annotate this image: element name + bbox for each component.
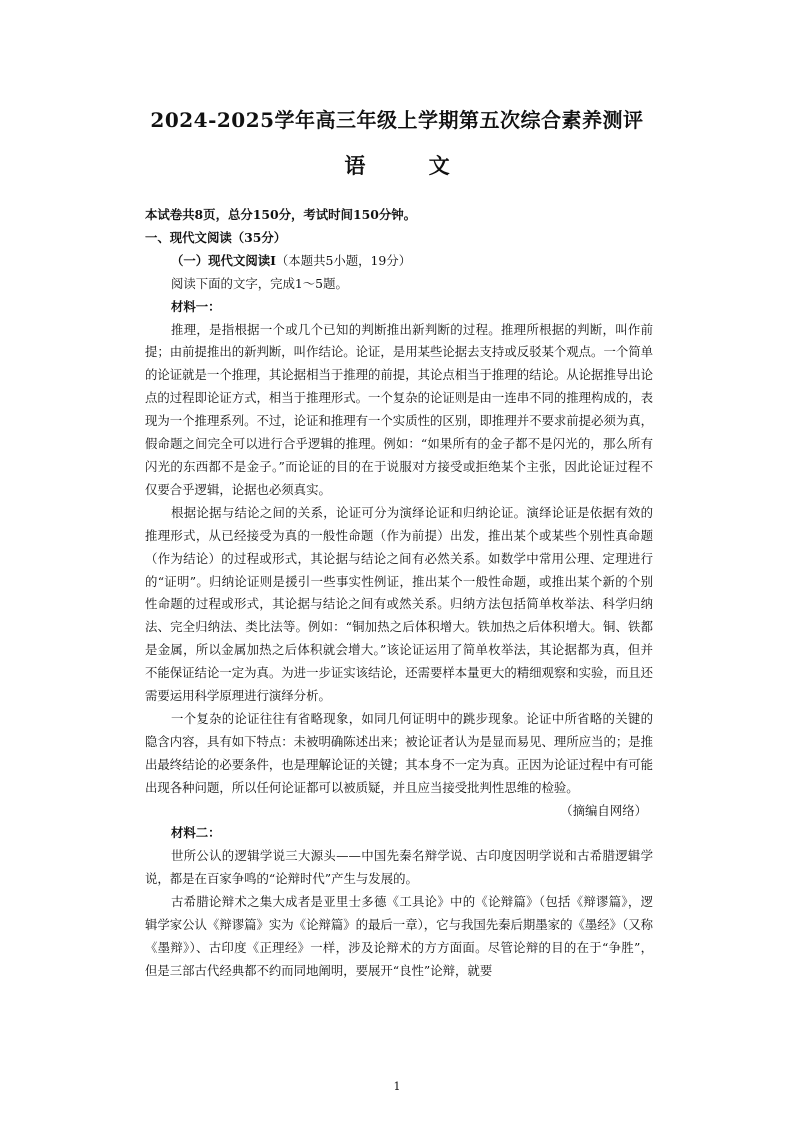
material-one-label: 材料一：: [171, 298, 221, 314]
page-title: 2024-2025学年高三年级上学期第五次综合素养测评: [150, 108, 644, 132]
page-number: 1: [393, 1080, 401, 1093]
material-one-paragraph: 根据论据与结论之间的关系，论证可分为演绎论证和归纳论证。演绎论证是依据有效的推理形式，从已经接受为真的一般性命题（作为前提）出发，推出某个或某些个别性真命题（作为结论）的过程或形式，其论据与结论之间有必然关系。如数学中常用公理、定理进行的“证明”。归纳论证则是援引一些事实性例证，推出某个一般性命题，或推出某个新的个别性命题的过程或形式，其论据与结论之间有或然关系。归纳方法包括简单枚举法、科学归纳法、完全归纳法、类比法等。例如：“铜加热之后体积增大。铁加热之后体积增大。铜、铁都是金属，所以金属加热之后体积就会增大。”该论证运用了简单枚举法，其论据都为真，但并不能保证结论一定为真。为进一步证实该结论，还需要样本量更大的精细观察和实验，而且还需要运用科学原理进行演绎分析。: [145, 504, 654, 704]
material-one-paragraph: 一个复杂的论证往往有省略现象，如同几何证明中的跳步现象。论证中所省略的关键的隐含内容，具有如下特点：未被明确陈述出来；被论证者认为是显而易见、理所应当的；是推出最终结论的必要条件，也是理解论证的关键；其本身不一定为真。正因为论证过程中有可能出现各种问题，所以任何论证都可以被质疑，并且应当接受批判性思维的检验。: [145, 710, 654, 795]
part-heading-note: （本题共5小题，19分）: [275, 252, 412, 268]
instruction: 阅读下面的文字，完成1～5题。: [171, 275, 348, 291]
material-two-paragraph: 古希腊论辩术之集大成者是亚里士多德《工具论》中的《论辩篇》（包括《辩谬篇》，逻辑学家公认《辩谬篇》实为《论辩篇》的最后一章），它与我国先秦后期墨家的《墨经》（又称《墨辩》）、古印度《正理经》一样，涉及论辩术的方方面面。尽管论辩的目的在于“争胜”，但是三部古代经典都不约而同地阐明，要展开“良性”论辩，就要: [145, 894, 654, 978]
exam-info: 本试卷共8页，总分150分，考试时间150分钟。: [145, 207, 416, 222]
subject-title: 语 文: [344, 153, 478, 178]
material-two-label: 材料二：: [171, 825, 221, 841]
document-body: [145, 204, 653, 983]
part-heading: [145, 250, 653, 273]
material-one-source: （摘编自网络）: [560, 802, 647, 818]
material-two-paragraph: 世所公认的逻辑学说三大源头——中国先秦名辩学说、古印度因明学说和古希腊逻辑学说，都是在百家争鸣的“论辩时代”产生与发展的。: [145, 848, 653, 887]
section-heading: 一、现代文阅读（35分）: [145, 229, 287, 245]
material-one-paragraph: 推理，是指根据一个或几个已知的判断推出新判断的过程。推理所根据的判断，叫作前提；由前提推出的新判断，叫作结论。论证，是用某些论据去支持或反驳某个观点。一个简单的论证就是一个推理，其论据相当于推理的前提，其论点相当于推理的结论。从论据推导出论点的过程即论证方式，相当于推理形式。一个复杂的论证则是由一连串不同的推理构成的，表现为一个推理系列。不过，论证和推理有一个实质性的区别，即推理并不要求前提必须为真，假命题之间完全可以进行合乎逻辑的推理。例如：“如果所有的金子都不是闪光的，那么所有闪光的东西都不是金子。”而论证的目的在于说服对方接受或拒绝某个主张，因此论证过程不仅要合乎逻辑，论据也必须真实。: [145, 321, 654, 497]
part-heading-label: （一）现代文阅读Ⅰ: [171, 252, 276, 268]
